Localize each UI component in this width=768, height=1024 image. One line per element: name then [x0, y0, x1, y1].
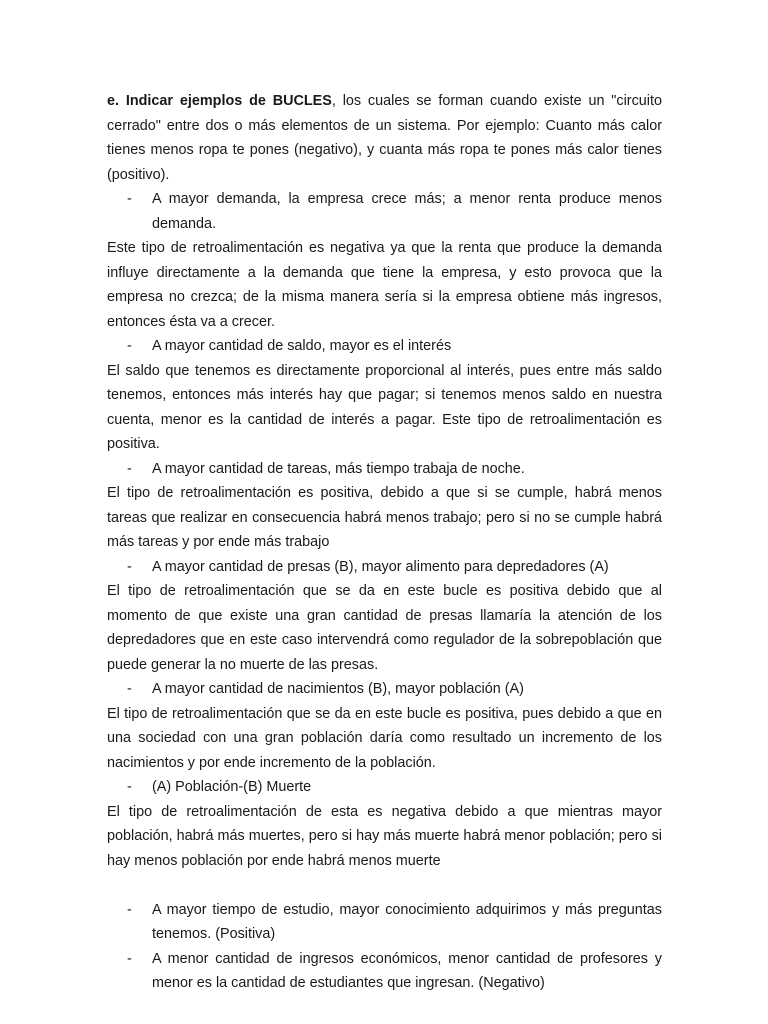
explanation-paragraph: El tipo de retroalimentación que se da en este bucle es positiva, pues debido a que en una sociedad con una gran población daría como resultado un incremento de los nacimientos y por ende incremento de la población.	[107, 705, 662, 771]
intro-paragraph	[107, 89, 662, 187]
bullet-text: (A) Población-(B) Muerte	[152, 779, 312, 795]
list-item	[107, 947, 662, 996]
bullet-text: A mayor demanda, la empresa crece más; a menor renta produce menos demanda.	[152, 191, 662, 232]
explanation-paragraph: El tipo de retroalimentación que se da en este bucle es positiva debido que al momento de que existe una gran cantidad de presas llamaría la atención de los depredadores que en este caso intervendrá como regulador de la sobrepoblación que puede generar la no muerte de las presas.	[107, 583, 662, 673]
list-item	[107, 775, 662, 800]
bullet-dash: -	[127, 901, 132, 918]
bullet-dash: -	[127, 191, 132, 207]
bullet-dash: -	[127, 460, 132, 477]
explanation-paragraph: El saldo que tenemos es directamente proporcional al interés, pues entre más saldo tenemos, entonces más interés hay que pagar; si tenemos menos saldo en nuestra cuenta, menor es la cantidad de interés a pagar. Este tipo de retroalimentación es positiva.	[107, 362, 662, 452]
bullet-dash: -	[127, 681, 132, 697]
list-item	[107, 677, 662, 702]
bullet-text: A menor cantidad de ingresos económicos, menor cantidad de profesores y menor es la cantidad de estudiantes que ingresan. (Negativo)	[152, 950, 662, 991]
explanation-paragraph: El tipo de retroalimentación de esta es negativa debido a que mientras mayor población, habrá más muertes, pero si hay más muerte habrá menor población; pero si hay menos población por ende habrá menos muerte	[107, 803, 662, 869]
bullet-text: A mayor tiempo de estudio, mayor conocimiento adquirimos y más preguntas tenemos. (Positiva)	[152, 901, 662, 942]
bullet-text: A mayor cantidad de presas (B), mayor alimento para depredadores (A)	[152, 558, 609, 575]
intro-heading: e. Indicar ejemplos de BUCLES	[107, 93, 332, 109]
bullet-dash: -	[127, 779, 132, 795]
list-item	[107, 555, 662, 580]
bullet-text: A mayor cantidad de saldo, mayor es el interés	[152, 338, 452, 354]
explanation-paragraph: Este tipo de retroalimentación es negativa ya que la renta que produce la demanda influye directamente a la demanda que tiene la empresa, y esto provoca que la empresa no crezca; de la misma manera sería si la empresa obtiene más ingresos, entonces ésta va a crecer.	[107, 240, 662, 330]
bullet-text: A mayor cantidad de nacimientos (B), mayor población (A)	[152, 681, 524, 697]
list-item	[107, 187, 662, 236]
explanation-paragraph: El tipo de retroalimentación es positiva, debido a que si se cumple, habrá menos tareas que realizar en consecuencia habrá menos trabajo; pero si no se cumple habrá más tareas y por ende más trabajo	[107, 485, 662, 550]
bullet-dash: -	[127, 558, 132, 575]
bullet-text: A mayor cantidad de tareas, más tiempo trabaja de noche.	[152, 460, 525, 477]
bullet-dash: -	[127, 950, 132, 967]
list-item	[107, 898, 662, 947]
list-item	[107, 334, 662, 359]
intro-text: , los cuales se forman cuando existe un "circuito cerrado" entre dos o más elementos de un sistema. Por ejemplo: Cuanto más calor tienes menos ropa te pones (negativo), y cuanta más ropa te pones más calor tienes (positivo).	[107, 93, 662, 183]
blank-line	[107, 873, 662, 898]
document-page	[107, 89, 662, 996]
list-item	[107, 457, 662, 482]
bullet-dash: -	[127, 338, 132, 354]
